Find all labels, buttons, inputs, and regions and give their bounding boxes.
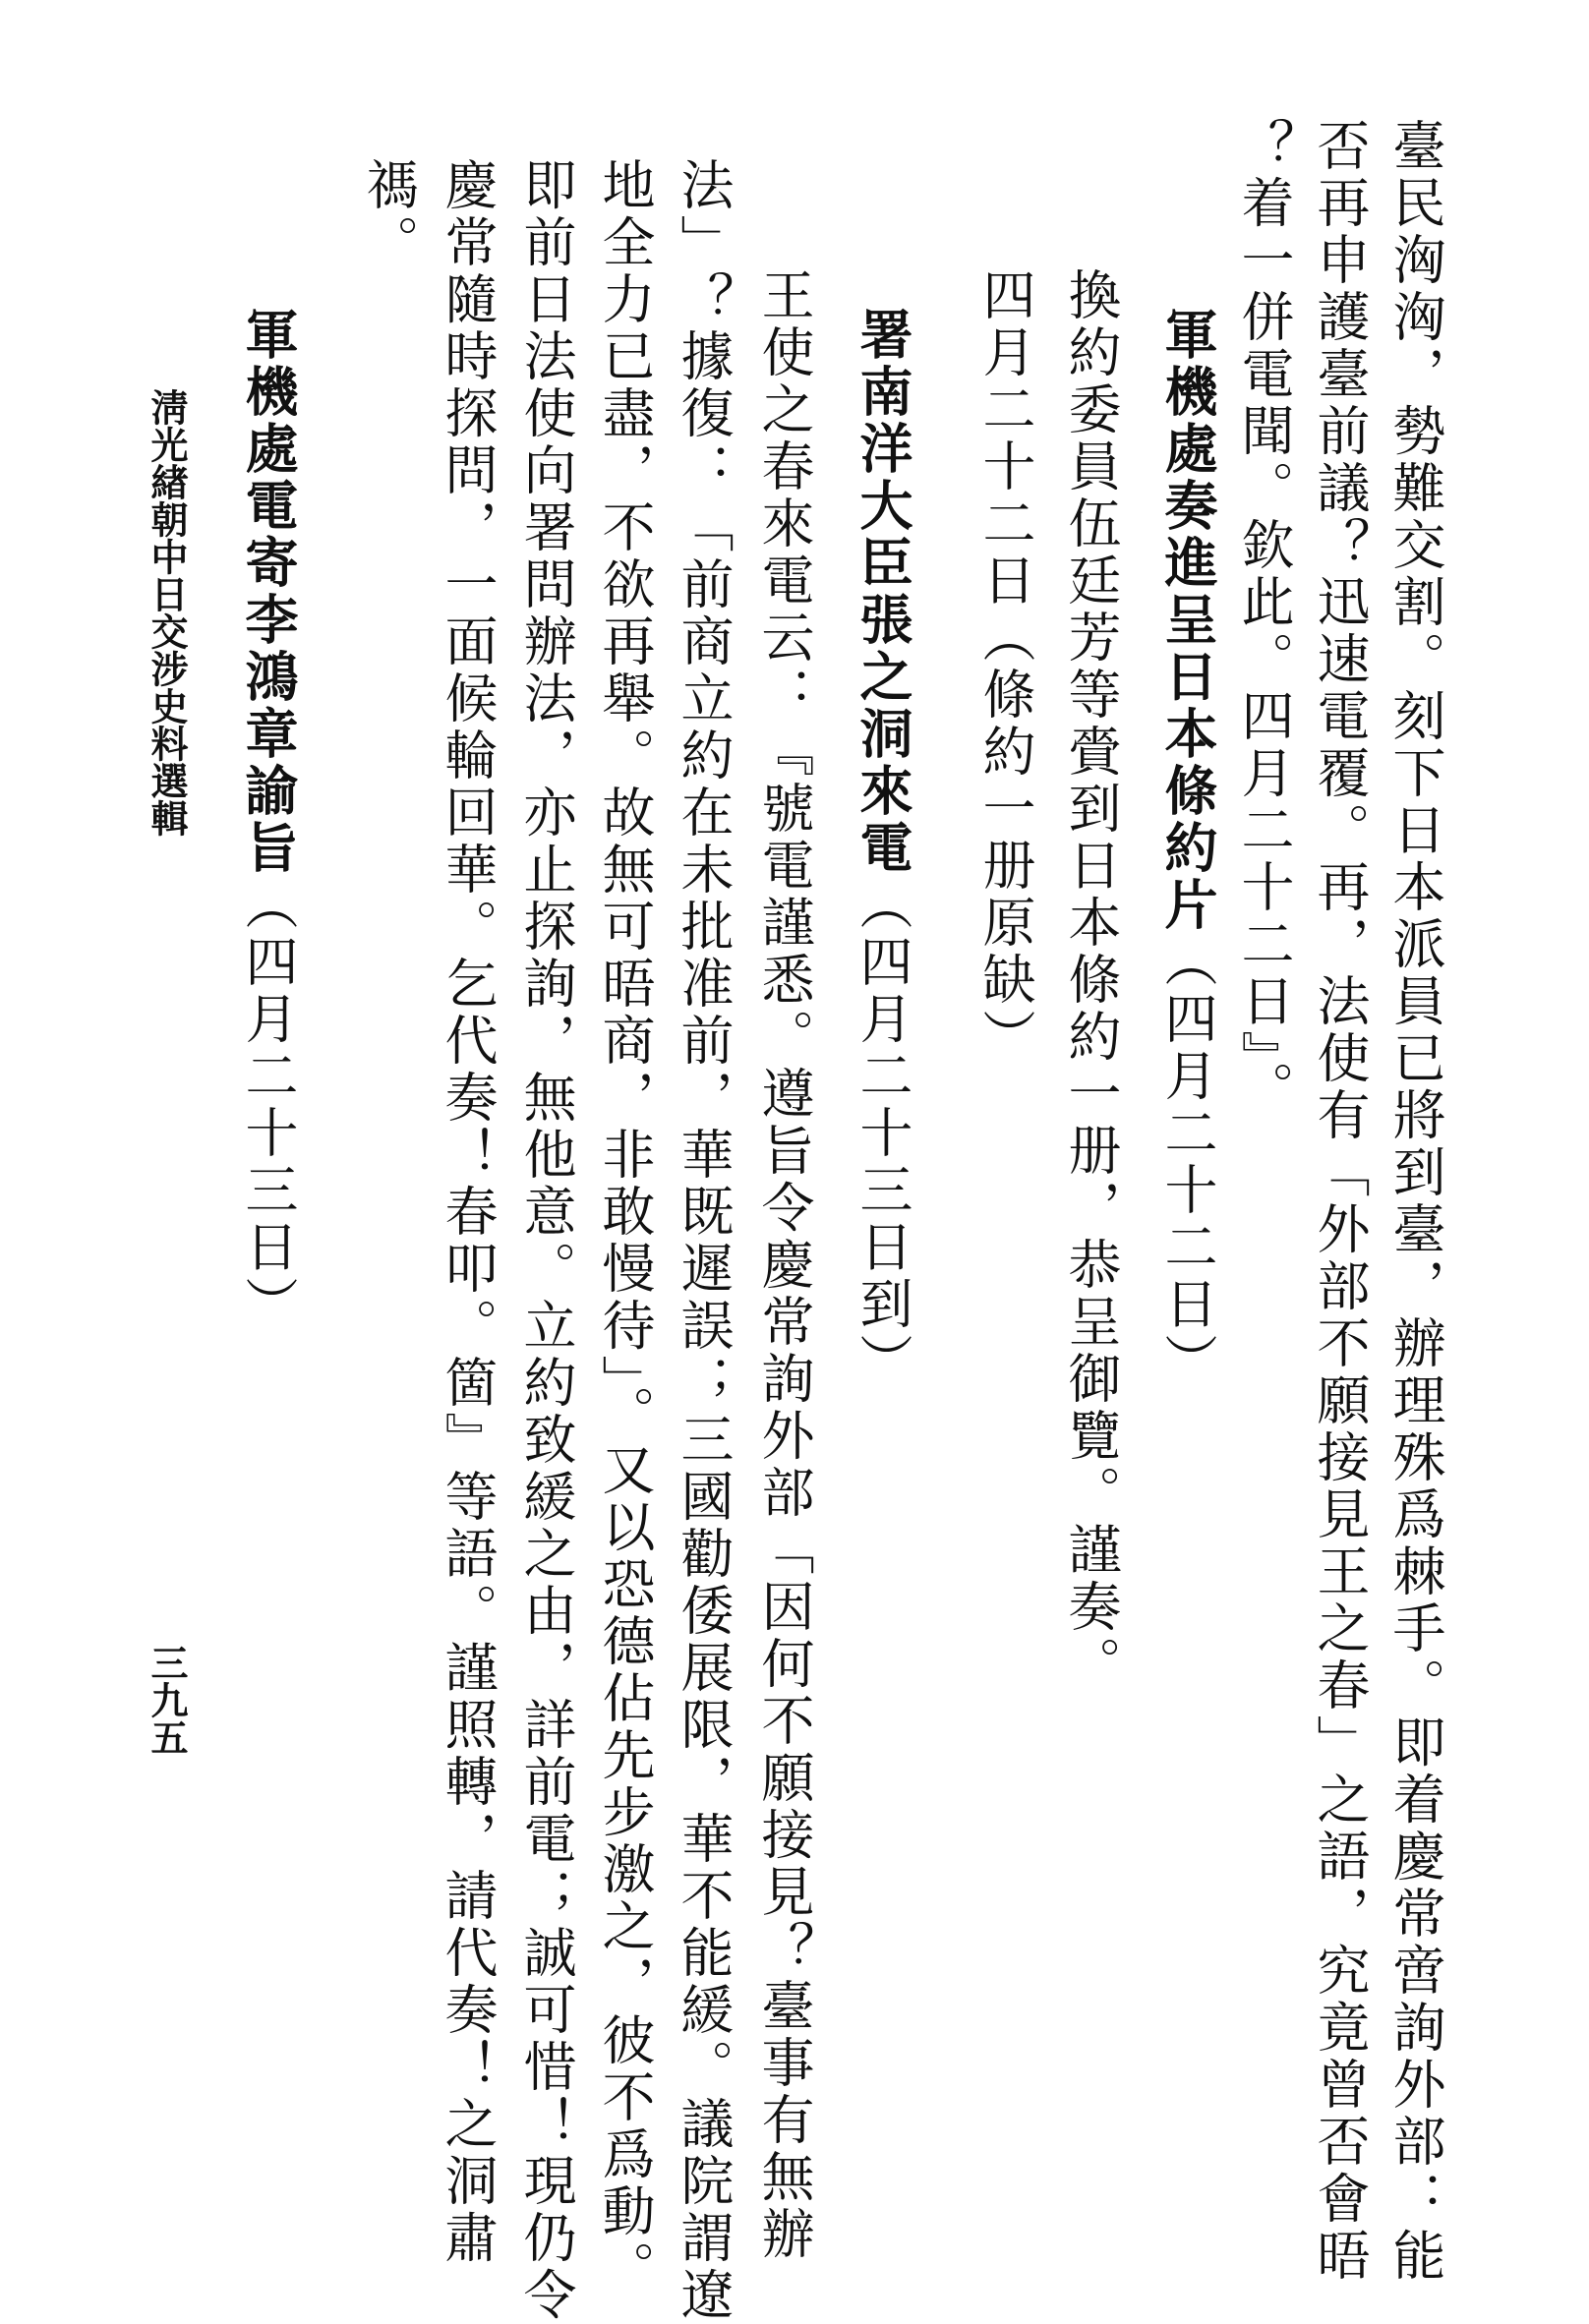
- text-line: 否再申護臺前議？迅速電覆。再，法使有「外部不願接見王之春」之語，究竟曾否會晤: [1309, 118, 1371, 2285]
- section-heading: [1156, 307, 1218, 1390]
- text-line: 即前日法使向署問辦法，亦止探詢，無他意。立約致緩之由，詳前電；誠可惜！現仍令: [515, 157, 577, 2324]
- text-line: ？着一併電聞。欽此。四月二十二日』。: [1233, 118, 1295, 1118]
- heading-date: （四月二十三日）: [237, 877, 299, 1333]
- book-title: 淸光緖朝中日交涉史料選輯: [145, 388, 188, 837]
- text-line: 臺民洶洶，勢難交割。刻下日本派員已將到臺，辦理殊爲棘手。即着慶常啻詢外部：能: [1384, 118, 1446, 2285]
- page-number: 三九五: [145, 1644, 188, 1756]
- heading-date: （四月二十二日）: [1156, 934, 1218, 1390]
- text-line: 地全力已盡，不欲再舉。故無可晤商，非敢慢待」。又以恐德佔先步激之，彼不爲動。: [594, 157, 656, 2297]
- text-line: 四月二十二日（條約一册原缺）: [974, 267, 1036, 1066]
- text-line: 禡。: [358, 157, 420, 271]
- text-line: 換約委員伍廷芳等賫到日本條約一册，恭呈御覽。謹奏。: [1060, 267, 1122, 1693]
- heading-title: 署南洋大臣張之洞來電: [852, 307, 913, 877]
- heading-title: 軍機處奏進呈日本條約片: [1156, 307, 1218, 934]
- section-heading: [237, 307, 299, 1333]
- heading-date: （四月二十三日到）: [852, 877, 913, 1390]
- text-line: 法」？據復：「前商立約在未批准前，華既遲誤；三國勸倭展限，華不能緩。議院謂遼: [673, 157, 735, 2324]
- heading-title: 軍機處電寄李鴻章諭旨: [237, 307, 299, 877]
- section-heading: [852, 307, 913, 1390]
- text-line: 慶常隨時探問，一面候輪回華。乞代奏！春叩。箇』等語。謹照轉，請代奏！之洞肅: [437, 157, 499, 2267]
- text-line: 王使之春來電云：『號電謹悉。遵旨令慶常詢外部「因何不願接見？臺事有無辦: [753, 267, 815, 2263]
